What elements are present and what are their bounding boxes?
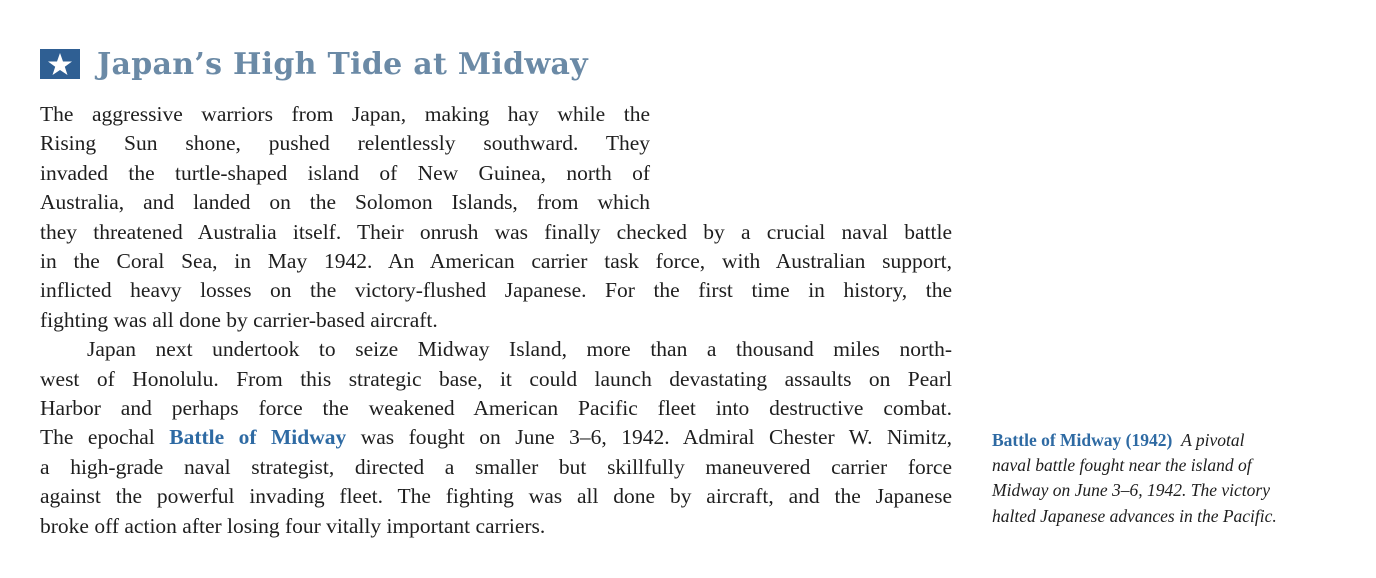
paragraph-line: broke off action after losing four vitally important carriers. [40,513,546,538]
paragraph-line: west of Honolulu. From this strategic base, it could launch devastating assaults on Pearl [40,366,952,391]
paragraph-line: against the powerful invading fleet. The fighting was all done by aircraft, and the Japanese [40,484,952,509]
paragraph-line-key-term [40,423,952,452]
definition-text: Midway on June 3–6, 1942. The victory [992,480,1271,501]
paragraph-2 [40,335,980,541]
margin-definition [992,428,1336,529]
paragraph-line: Australia, and landed on the Solomon Islands, from which [40,190,650,215]
definition-text: halted Japanese advances in the Pacific. [992,505,1277,526]
definition-text: naval battle fought near the island of [992,455,1252,476]
paragraph-line: Rising Sun shone, pushed relentlessly southward. They [40,131,650,156]
definition-text: A pivotal [1181,430,1245,450]
paragraph-line: they threatened Australia itself. Their onrush was finally checked by a crucial naval battle [40,219,952,244]
key-term-link[interactable]: Battle of Midway [169,425,347,450]
definition-first-line [992,428,1336,453]
section-heading [40,44,588,84]
paragraph-line: inflicted heavy losses on the victory-flushed Japanese. For the first time in history, the [40,278,952,303]
section-title: Japan’s High Tide at Midway [97,46,588,82]
paragraph-line: a high-grade naval strategist, directed a smaller but skillfully maneuvered carrier force [40,454,952,479]
paragraph-line: Harbor and perhaps force the weakened American Pacific fleet into destructive combat. [40,396,952,421]
paragraph-1 [40,100,980,335]
paragraph-line: in the Coral Sea, in May 1942. An American carrier task force, with Australian support, [40,249,952,274]
paragraph-line: invaded the turtle-shaped island of New Guinea, north of [40,160,650,185]
line-text: was fought on June 3–6, 1942. Admiral Chester W. Nimitz, [346,425,952,450]
paragraph-line: Japan next undertook to seize Midway Island, more than a thousand miles north- [87,337,952,362]
paragraph-line: The aggressive warriors from Japan, making hay while the [40,102,650,126]
body-text [40,100,980,541]
paragraph-line: fighting was all done by carrier-based aircraft. [40,307,438,332]
definition-term: Battle of Midway (1942) [992,430,1173,450]
line-text: The epochal [40,425,170,450]
star-icon [40,49,80,79]
